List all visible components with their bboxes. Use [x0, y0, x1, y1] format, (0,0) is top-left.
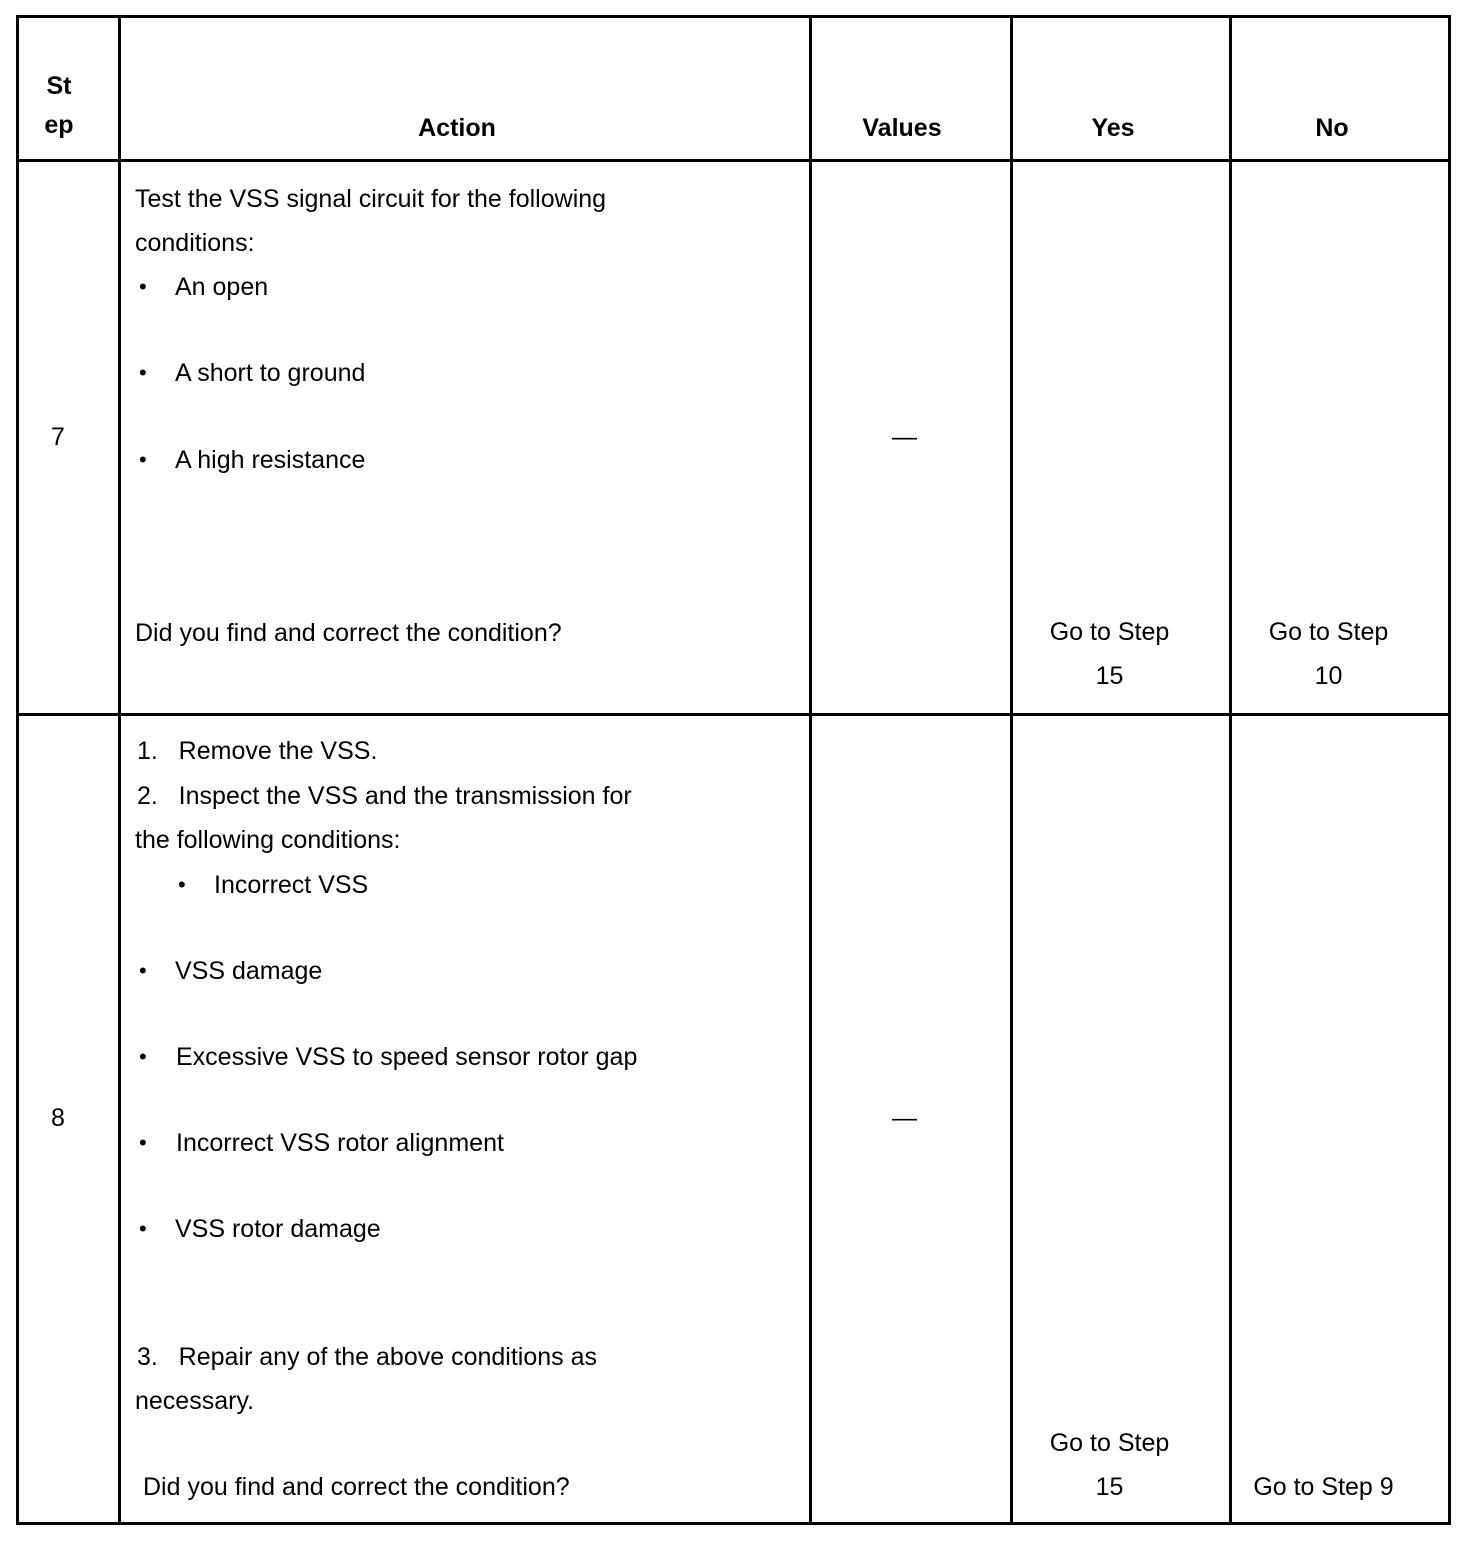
- bullet-icon: •: [139, 1216, 147, 1241]
- condition-item: Incorrect VSS rotor alignment: [176, 1129, 504, 1157]
- question-text: Did you find and correct the condition?: [143, 1473, 570, 1501]
- yes-step-number: 15: [1095, 662, 1124, 690]
- step-number: 7: [51, 423, 65, 451]
- bullet-icon: •: [139, 958, 147, 983]
- header-action: Action: [418, 114, 496, 142]
- question-text: Did you find and correct the condition?: [135, 619, 562, 647]
- action-text: necessary.: [135, 1387, 255, 1415]
- row-divider: [19, 713, 1448, 716]
- header-step-line-1: St: [46, 72, 72, 100]
- header-yes: Yes: [1091, 114, 1135, 142]
- action-text: 3. Repair any of the above conditions as: [137, 1343, 598, 1371]
- column-divider: [1229, 18, 1232, 1522]
- bullet-icon: •: [139, 360, 147, 385]
- yes-cell: [1013, 1421, 1206, 1509]
- yes-goto-text: Go to Step: [1049, 1429, 1170, 1457]
- header-step-line-2: ep: [44, 111, 74, 139]
- values-cell: —: [892, 423, 917, 451]
- column-divider: [118, 18, 121, 1522]
- condition-item: Excessive VSS to speed sensor rotor gap: [176, 1043, 638, 1071]
- yes-goto-text: Go to Step: [1049, 618, 1170, 646]
- step-number: 8: [51, 1104, 65, 1132]
- condition-item: VSS rotor damage: [175, 1215, 381, 1243]
- bullet-icon: •: [178, 872, 186, 897]
- condition-item: An open: [175, 273, 269, 301]
- action-text: conditions:: [135, 229, 255, 257]
- no-step-number: 10: [1314, 662, 1343, 690]
- column-divider: [809, 18, 812, 1522]
- no-cell: Go to Step 9: [1253, 1473, 1394, 1501]
- yes-step-number: 15: [1095, 1473, 1124, 1501]
- action-text: Test the VSS signal circuit for the following: [135, 185, 607, 213]
- values-cell: —: [892, 1104, 917, 1132]
- header-step: [19, 67, 99, 145]
- bullet-icon: •: [139, 274, 147, 299]
- no-goto-text: Go to Step: [1268, 618, 1389, 646]
- condition-item: VSS damage: [175, 957, 323, 985]
- condition-item: A high resistance: [175, 446, 366, 474]
- header-values: Values: [862, 114, 942, 142]
- bullet-icon: •: [139, 1130, 147, 1155]
- row-divider: [19, 159, 1448, 162]
- yes-cell: [1013, 610, 1206, 698]
- bullet-icon: •: [139, 1044, 147, 1069]
- column-divider: [1010, 18, 1013, 1522]
- action-text: 1. Remove the VSS.: [137, 737, 378, 765]
- condition-item: A short to ground: [175, 359, 366, 387]
- condition-item: Incorrect VSS: [214, 871, 369, 899]
- action-text: 2. Inspect the VSS and the transmission for: [137, 782, 632, 810]
- action-text: the following conditions:: [135, 826, 401, 854]
- header-no: No: [1315, 114, 1349, 142]
- no-cell: [1232, 610, 1425, 698]
- bullet-icon: •: [139, 447, 147, 472]
